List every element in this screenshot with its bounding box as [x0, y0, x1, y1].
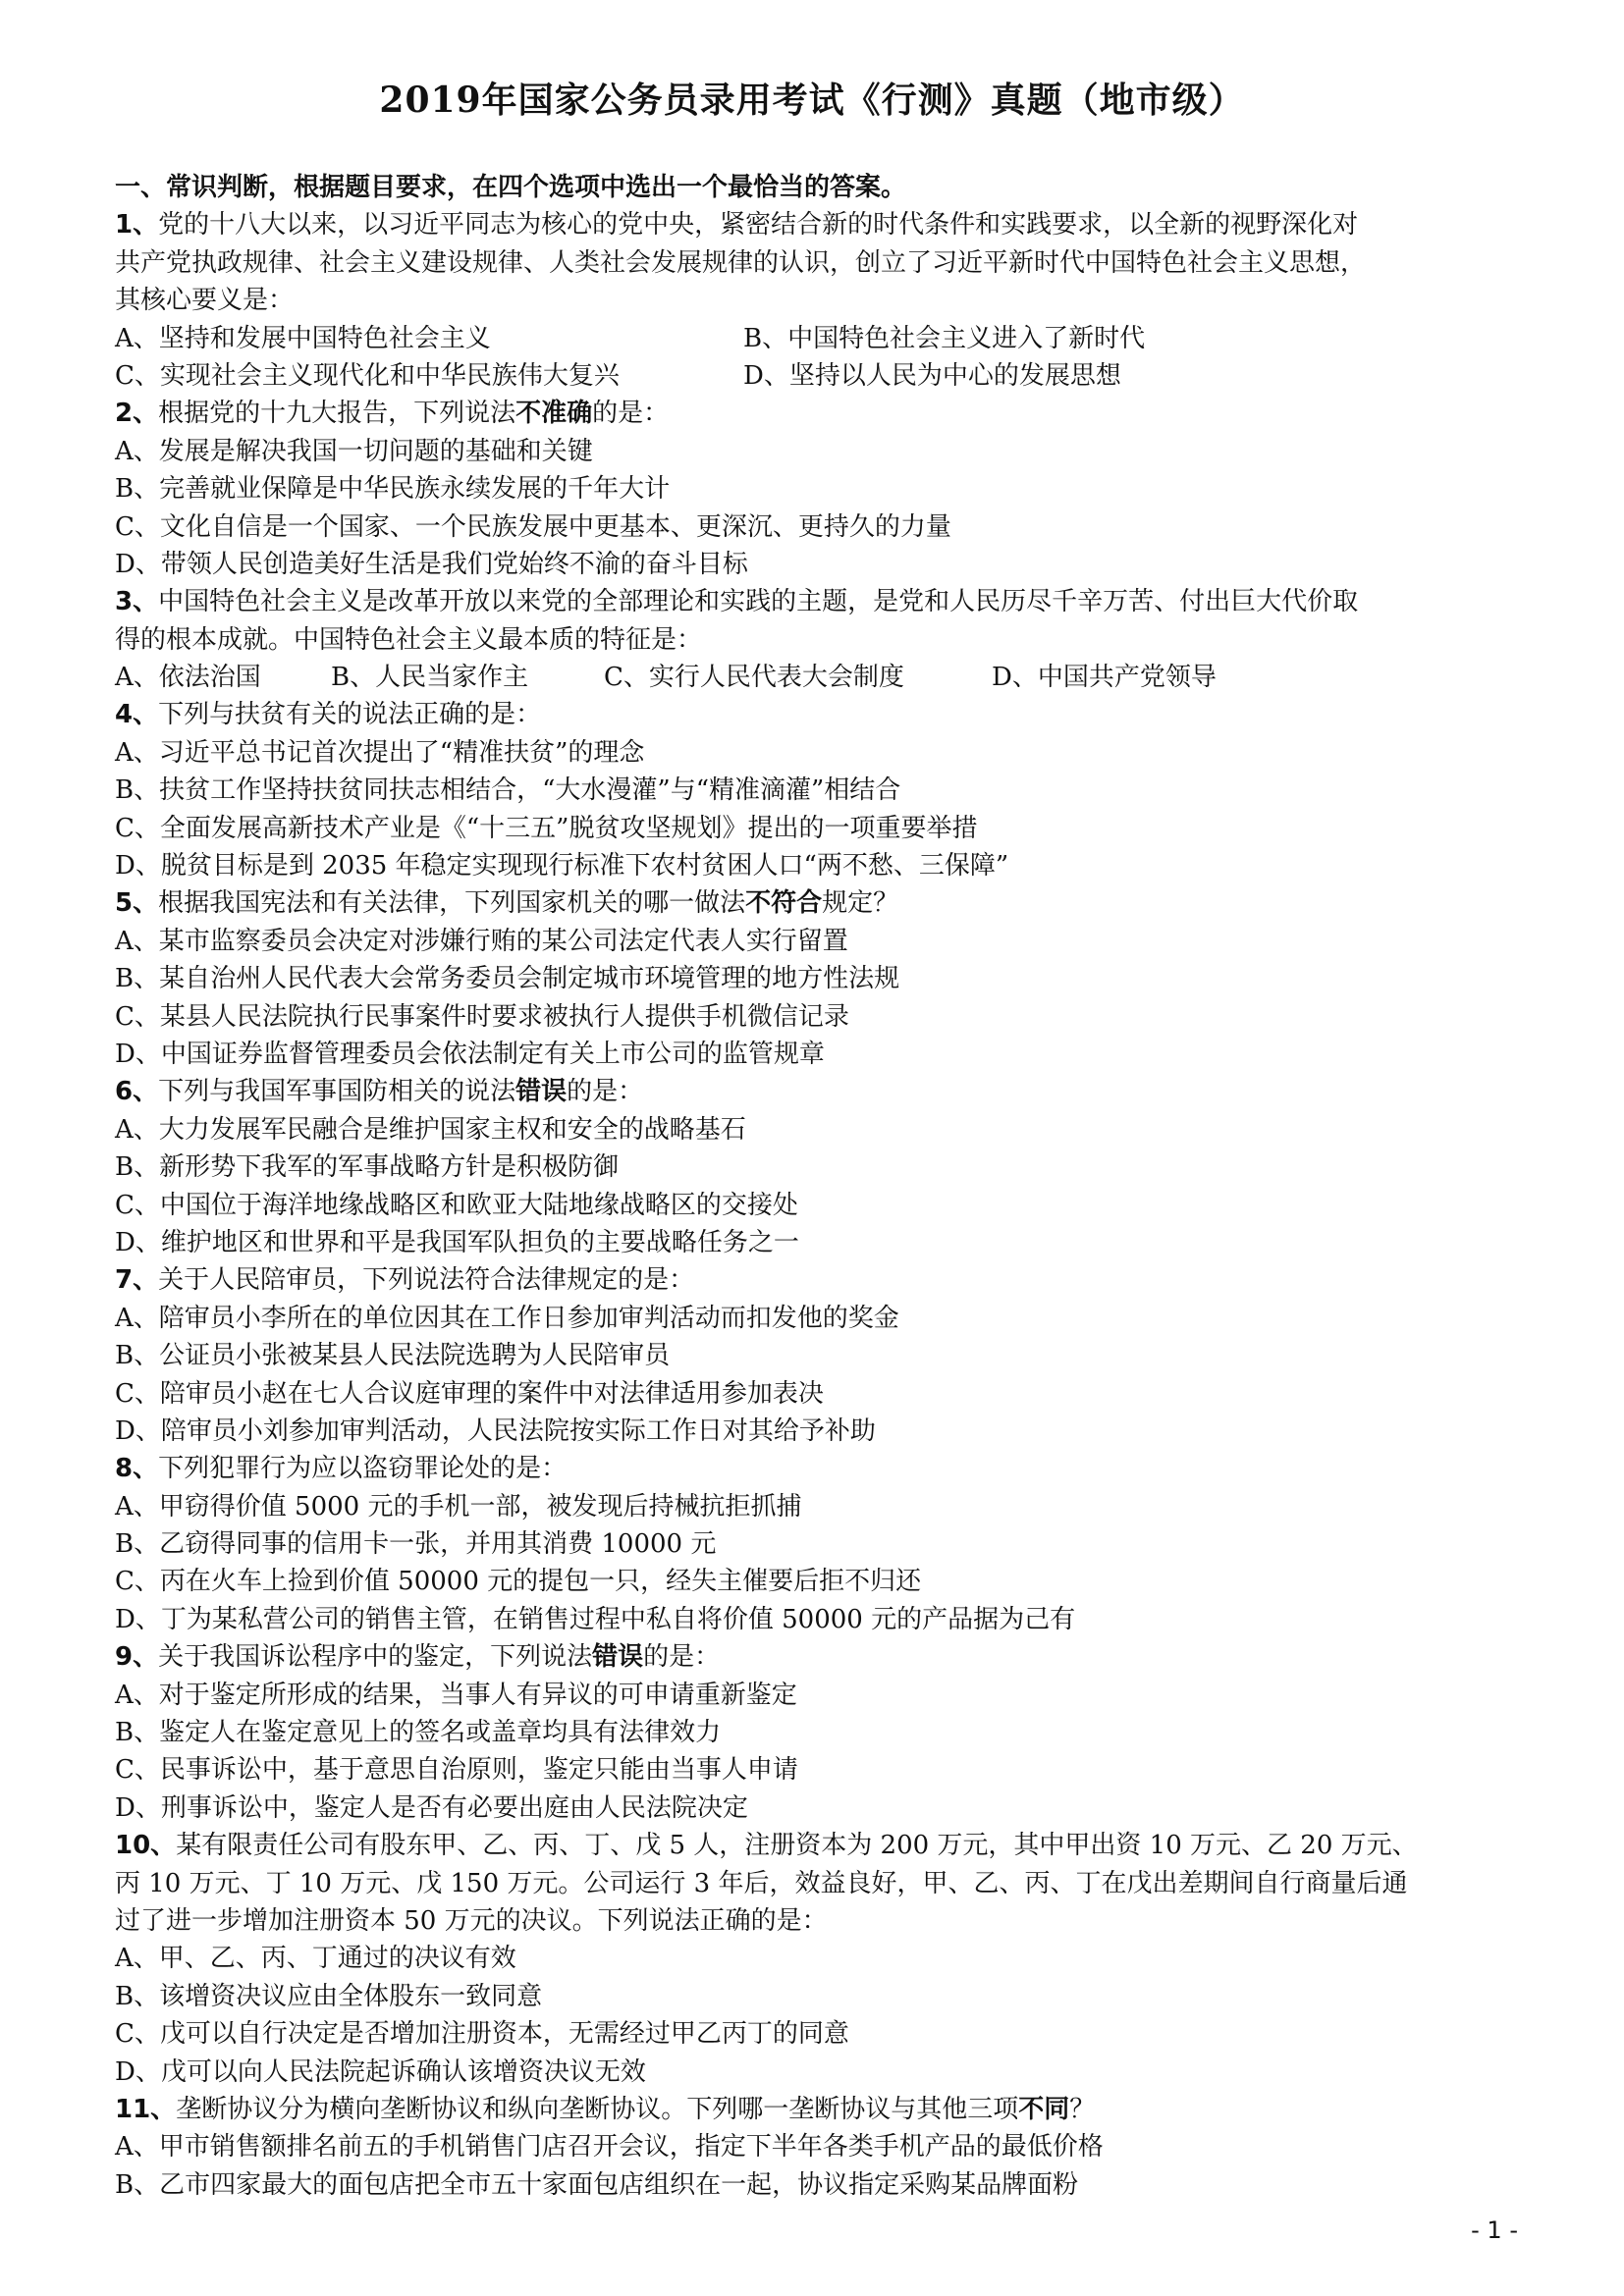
option: D、刑事诉讼中，鉴定人是否有必要出庭由人民法院决定	[115, 1792, 748, 1823]
option: C、陪审员小赵在七人合议庭审理的案件中对法律适用参加表决	[115, 1378, 824, 1409]
question-text-line: 其核心要义是：	[115, 286, 295, 316]
question-number: 1、	[115, 210, 159, 240]
option: B、该增资决议应由全体股东一致同意	[115, 1981, 543, 2011]
question-stem	[115, 884, 1529, 922]
question-stem	[115, 1638, 1529, 1676]
question-number: 2、	[115, 399, 159, 429]
option: C、某县人民法院执行民事案件时要求被执行人提供手机微信记录	[115, 1001, 849, 1032]
emphasis-text: 错误	[592, 1642, 644, 1673]
option: D、脱贫目标是到 2035 年稳定实现现行标准下农村贫困人口“两不愁、三保障”	[115, 851, 1009, 881]
emphasis-text: 错误	[515, 1077, 568, 1107]
page-title: 2019年国家公务员录用考试《行测》真题（地市级）	[379, 80, 1245, 121]
option: D、维护地区和世界和平是我国军队担负的主要战略任务之一	[115, 1227, 799, 1257]
question-text: 规定？	[822, 888, 899, 919]
emphasis-text: 不准确	[515, 399, 593, 429]
option: D、陪审员小刘参加审判活动，人民法院按实际工作日对其给予补助	[115, 1415, 876, 1446]
question-text-line: 得的根本成就。中国特色社会主义最本质的特征是：	[115, 624, 703, 655]
option: C、戊可以自行决定是否增加注册资本，无需经过甲乙丙丁的同意	[115, 2019, 849, 2050]
question-list	[115, 169, 1529, 2204]
question-text: 垄断协议分为横向垄断协议和纵向垄断协议。下列哪一垄断协议与其他三项	[176, 2094, 1019, 2124]
question-stem	[115, 395, 1529, 432]
question-text: 关于人民陪审员，下列说法符合法律规定的是：	[158, 1265, 695, 1296]
emphasis-text: 不同	[1018, 2094, 1070, 2124]
question-stem	[115, 696, 1529, 733]
option: C、民事诉讼中，基于意思自治原则，鉴定只能由当事人申请	[115, 1755, 798, 1786]
option: A、坚持和发展中国特色社会主义	[115, 323, 491, 353]
question-text: 的是：	[643, 1642, 721, 1673]
question-text: 根据党的十九大报告，下列说法	[158, 399, 516, 429]
question-text: 根据我国宪法和有关法律，下列国家机关的哪一做法	[158, 888, 746, 919]
question-text: 某有限责任公司有股东甲、乙、丙、丁、戊 5 人，注册资本为 200 万元，其中甲出资 10 万元、乙 20 万元、	[176, 1831, 1418, 1861]
question-number: 10、	[115, 1831, 177, 1861]
option: B、扶贫工作坚持扶贫同扶志相结合，“大水漫灌”与“精准滴灌”相结合	[115, 775, 901, 806]
option: B、新形势下我军的军事战略方针是积极防御	[115, 1152, 620, 1183]
question-number: 6、	[115, 1077, 159, 1107]
option: D、戊可以向人民法院起诉确认该增资决议无效	[115, 2056, 646, 2087]
question-text: ？	[1069, 2094, 1096, 2124]
question-stem	[115, 1261, 1529, 1299]
option-row	[115, 320, 1529, 357]
option: C、中国位于海洋地缘战略区和欧亚大陆地缘战略区的交接处	[115, 1190, 798, 1220]
question-stem	[115, 1450, 1529, 1487]
question-number: 4、	[115, 700, 159, 730]
option: B、完善就业保障是中华民族永续发展的千年大计	[115, 474, 671, 505]
option: C、实现社会主义现代化和中华民族伟大复兴	[115, 360, 620, 391]
question-number: 11、	[115, 2094, 177, 2124]
question-stem	[115, 583, 1529, 620]
option-row	[115, 357, 1529, 395]
option: C、丙在火车上捡到价值 50000 元的提包一只，经失主催要后拒不归还	[115, 1567, 922, 1597]
option: A、某市监察委员会决定对涉嫌行贿的某公司法定代表人实行留置	[115, 926, 848, 956]
question-text: 中国特色社会主义是改革开放以来党的全部理论和实践的主题，是党和人民历尽千辛万苦、付出巨大代价取	[158, 587, 1359, 617]
question-text: 下列犯罪行为应以盗窃罪论处的是：	[158, 1454, 568, 1484]
option: D、中国证券监督管理委员会依法制定有关上市公司的监管规章	[115, 1039, 825, 1069]
option: A、甲、乙、丙、丁通过的决议有效	[115, 1944, 516, 1974]
option: A、大力发展军民融合是维护国家主权和安全的战略基石	[115, 1114, 746, 1145]
question-text: 下列与扶贫有关的说法正确的是：	[158, 700, 542, 730]
question-text-line: 过了进一步增加注册资本 50 万元的决议。下列说法正确的是：	[115, 1905, 828, 1936]
option: D、中国共产党领导	[992, 663, 1217, 693]
option: B、乙窃得同事的信用卡一张，并用其消费 10000 元	[115, 1529, 717, 1560]
question-text: 的是：	[567, 1077, 644, 1107]
question-number: 5、	[115, 888, 159, 919]
option: C、实行人民代表大会制度	[604, 663, 904, 693]
option: B、人民当家作主	[331, 663, 529, 693]
option: B、中国特色社会主义进入了新时代	[743, 323, 1146, 353]
question-stem	[115, 1827, 1529, 1864]
question-text: 关于我国诉讼程序中的鉴定，下列说法	[158, 1642, 593, 1673]
option: B、乙市四家最大的面包店把全市五十家面包店组织在一起，协议指定采购某品牌面粉	[115, 2169, 1079, 2200]
question-number: 7、	[115, 1265, 159, 1296]
option: D、丁为某私营公司的销售主管，在销售过程中私自将价值 50000 元的产品据为己有	[115, 1604, 1076, 1634]
option: D、带领人民创造美好生活是我们党始终不渝的奋斗目标	[115, 549, 748, 579]
question-text: 党的十八大以来，以习近平同志为核心的党中央，紧密结合新的时代条件和实践要求，以全新的视野深化对	[158, 210, 1359, 240]
question-stem	[115, 206, 1529, 243]
question-text: 的是：	[592, 399, 670, 429]
emphasis-text: 不符合	[745, 888, 823, 919]
option: A、甲窃得价值 5000 元的手机一部，被发现后持械抗拒抓捕	[115, 1491, 802, 1522]
question-number: 3、	[115, 587, 159, 617]
question-text-line: 共产党执政规律、社会主义建设规律、人类社会发展规律的认识，创立了习近平新时代中国特色社会主义思想，	[115, 247, 1367, 278]
option: B、某自治州人民代表大会常务委员会制定城市环境管理的地方性法规	[115, 964, 900, 994]
option: A、对于鉴定所形成的结果，当事人有异议的可申请重新鉴定	[115, 1680, 797, 1710]
question-text-line: 丙 10 万元、丁 10 万元、戊 150 万元。公司运行 3 年后，效益良好，甲、乙、丙、丁在戊出差期间自行商量后通	[115, 1868, 1408, 1898]
question-number: 8、	[115, 1454, 159, 1484]
option: B、鉴定人在鉴定意见上的签名或盖章均具有法律效力	[115, 1718, 722, 1748]
question-stem	[115, 2091, 1529, 2128]
question-number: 9、	[115, 1642, 159, 1673]
option: D、坚持以人民为中心的发展思想	[743, 360, 1121, 391]
option: C、文化自信是一个国家、一个民族发展中更基本、更深沉、更持久的力量	[115, 511, 951, 542]
option: A、发展是解决我国一切问题的基础和关键	[115, 436, 593, 466]
page-number: - 1 -	[1471, 2216, 1518, 2244]
option: A、习近平总书记首次提出了“精准扶贫”的理念	[115, 737, 645, 768]
section-heading: 一、常识判断，根据题目要求，在四个选项中选出一个最恰当的答案。	[115, 173, 907, 202]
option: A、依法治国	[115, 663, 261, 693]
option: C、全面发展高新技术产业是《“十三五”脱贫攻坚规划》提出的一项重要举措	[115, 813, 978, 843]
question-stem	[115, 1073, 1529, 1110]
question-text: 下列与我国军事国防相关的说法	[158, 1077, 516, 1107]
option: A、陪审员小李所在的单位因其在工作日参加审判活动而扣发他的奖金	[115, 1303, 899, 1333]
option: B、公证员小张被某县人民法院选聘为人民陪审员	[115, 1341, 671, 1371]
option: A、甲市销售额排名前五的手机销售门店召开会议，指定下半年各类手机产品的最低价格	[115, 2132, 1104, 2163]
option-row	[115, 659, 1529, 696]
